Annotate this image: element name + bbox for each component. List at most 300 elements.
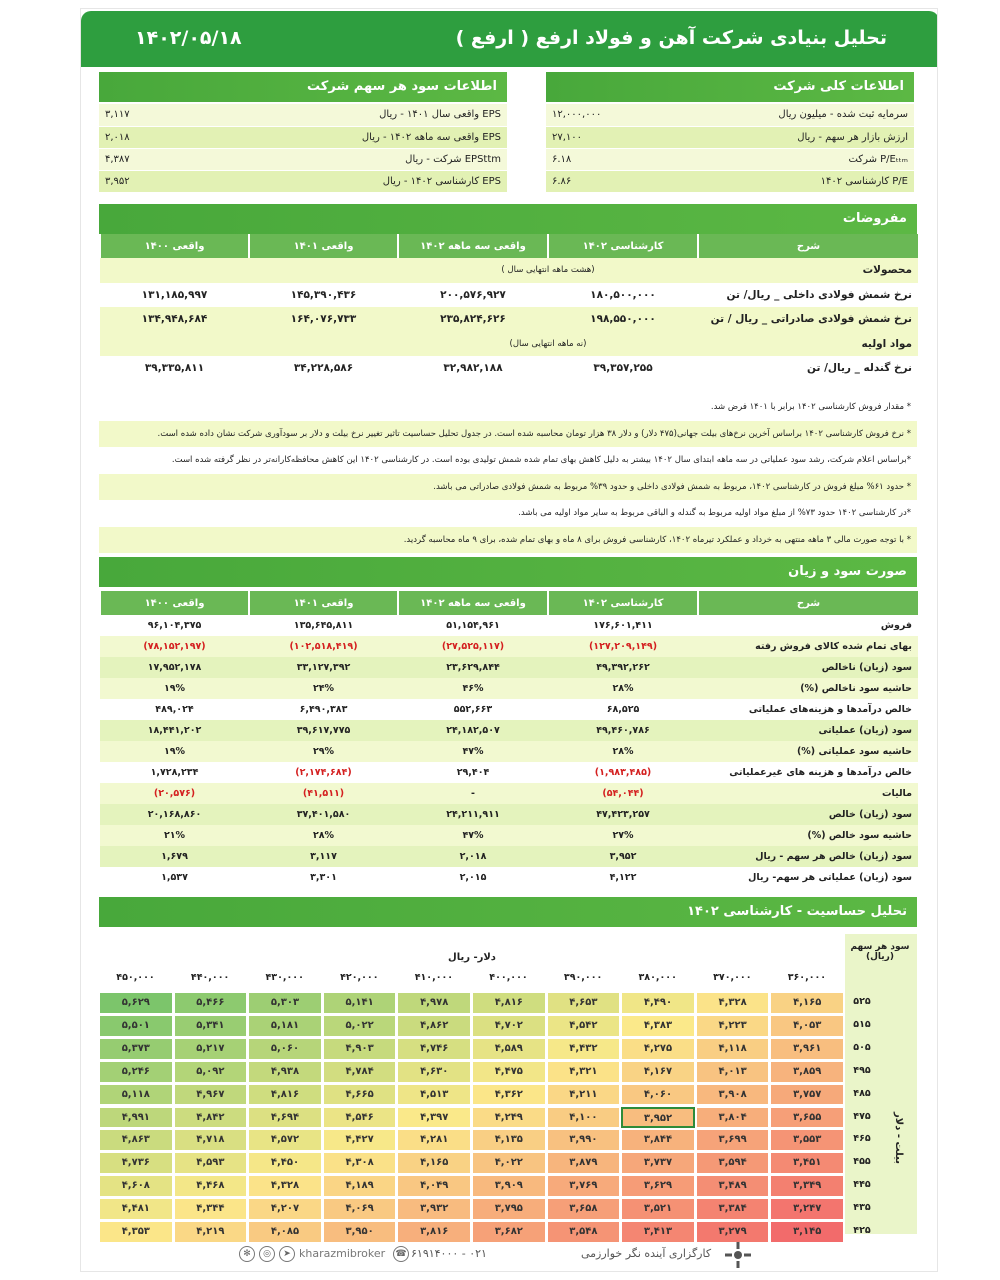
table-row bbox=[546, 170, 914, 192]
row-label: سود (زیان) ناخالص bbox=[698, 657, 918, 678]
row-value: ۳,۹۵۲ bbox=[548, 846, 698, 867]
heatmap-cell: ۴,۰۵۳ bbox=[770, 1015, 844, 1037]
row-value: ۱۶۴,۰۷۶,۷۳۳ bbox=[249, 307, 398, 332]
heatmap-cell: ۳,۹۵۰ bbox=[323, 1221, 397, 1243]
heatmap-cell: ۴,۰۸۵ bbox=[248, 1221, 322, 1243]
heatmap-cell: ۴,۷۱۸ bbox=[174, 1129, 248, 1151]
heatmap-cell: ۴,۵۸۹ bbox=[472, 1038, 546, 1060]
pl-table bbox=[99, 591, 918, 888]
row-value: ۲۰,۱۶۸,۸۶۰ bbox=[100, 804, 249, 825]
heatmap-cell: ۵,۰۹۲ bbox=[174, 1061, 248, 1083]
heatmap-cell: ۵,۰۲۲ bbox=[323, 1015, 397, 1037]
row-label: مالیات bbox=[698, 783, 918, 804]
row-value: ۲۷,۱۰۰ bbox=[546, 126, 730, 148]
row-label: EPS واقعی سال ۱۴۰۱ - ریال bbox=[303, 104, 507, 126]
heatmap-cell: ۴,۹۹۱ bbox=[99, 1107, 173, 1129]
table-row bbox=[100, 741, 918, 762]
table-row bbox=[100, 615, 918, 636]
row-label: ۵۰۵ bbox=[853, 1041, 871, 1053]
heatmap-cell: ۳,۵۵۳ bbox=[770, 1129, 844, 1151]
table-row bbox=[99, 148, 507, 170]
column-header: واقعی ۱۴۰۰ bbox=[100, 234, 249, 258]
empty-cell bbox=[100, 258, 398, 283]
broker-handle: kharazmibroker bbox=[299, 1247, 386, 1260]
row-value: ۲۸% bbox=[249, 825, 398, 846]
row-value: ۱۸,۴۴۱,۲۰۲ bbox=[100, 720, 249, 741]
section-row bbox=[100, 332, 918, 357]
heatmap-cell: ۳,۹۰۹ bbox=[472, 1175, 546, 1197]
row-label: سود (زیان) خالص bbox=[698, 804, 918, 825]
row-value: ۳۹,۳۵۷,۲۵۵ bbox=[548, 356, 698, 381]
row-label: EPS واقعی سه ماهه ۱۴۰۲ - ریال bbox=[303, 126, 507, 148]
note-line: * مقدار فروش کارشناسی ۱۴۰۲ برابر با ۱۴۰۱ فرض شد. bbox=[99, 394, 917, 420]
row-value: ۳۳,۱۲۷,۳۹۲ bbox=[249, 657, 398, 678]
column-header: واقعی سه ماهه ۱۴۰۲ bbox=[398, 234, 548, 258]
row-label: سود (زیان) عملیاتی هر سهم- ریال bbox=[698, 867, 918, 888]
section-note: (نه ماهه انتهایی سال) bbox=[398, 332, 698, 357]
heatmap-cell: ۳,۷۵۷ bbox=[770, 1084, 844, 1106]
row-value: ۲,۰۱۵ bbox=[398, 867, 548, 888]
broker-logo-icon bbox=[724, 1241, 752, 1269]
table-row bbox=[100, 825, 918, 846]
heatmap-cell: ۳,۷۳۷ bbox=[621, 1152, 695, 1174]
heatmap-cell: ۴,۲۰۷ bbox=[248, 1198, 322, 1220]
row-value: ۲۳,۶۲۹,۸۴۴ bbox=[398, 657, 548, 678]
heatmap-cell: ۴,۲۲۳ bbox=[696, 1015, 770, 1037]
section-note: (هشت ماهه انتهایی سال ) bbox=[398, 258, 698, 283]
row-value: ۲۹% bbox=[249, 741, 398, 762]
column-label: ۴۰۰,۰۰۰ bbox=[489, 972, 528, 983]
heatmap-cell: ۴,۳۸۳ bbox=[621, 1015, 695, 1037]
heatmap-cell: ۴,۳۲۸ bbox=[696, 992, 770, 1014]
row-value: ۲۸% bbox=[548, 741, 698, 762]
row-value: (۱۰۲,۵۱۸,۴۱۹) bbox=[249, 636, 398, 657]
heatmap-cell: ۴,۲۱۹ bbox=[174, 1221, 248, 1243]
heatmap-cell: ۴,۷۸۴ bbox=[323, 1061, 397, 1083]
phone-icon: ☎ bbox=[393, 1246, 409, 1262]
heatmap-cell: ۴,۲۸۱ bbox=[397, 1129, 471, 1151]
row-value: ۲۴% bbox=[249, 678, 398, 699]
row-value: ۱۷۶,۶۰۱,۴۱۱ bbox=[548, 615, 698, 636]
column-label: ۴۲۰,۰۰۰ bbox=[340, 972, 379, 983]
heatmap-cell: ۵,۲۱۷ bbox=[174, 1038, 248, 1060]
report-title: تحلیل بنیادی شرکت آهن و فولاد ارفع ( ارفع ) bbox=[455, 27, 887, 49]
report-page bbox=[80, 8, 938, 1272]
row-label: ۴۷۵ bbox=[853, 1110, 871, 1122]
heatmap-cell: ۴,۱۶۵ bbox=[770, 992, 844, 1014]
row-value: ۵۱,۱۵۴,۹۶۱ bbox=[398, 615, 548, 636]
heatmap-cell: ۳,۶۵۵ bbox=[770, 1107, 844, 1129]
column-label: ۳۶۰,۰۰۰ bbox=[787, 972, 827, 983]
row-value: ۳۴,۲۲۸,۵۸۶ bbox=[249, 356, 398, 381]
row-value: ۲۴,۲۱۱,۹۱۱ bbox=[398, 804, 548, 825]
heatmap-cell: ۴,۷۳۶ bbox=[99, 1152, 173, 1174]
column-label: ۴۵۰,۰۰۰ bbox=[116, 972, 155, 983]
row-value: ۹۶,۱۰۴,۳۷۵ bbox=[100, 615, 249, 636]
row-value: ۱۲,۰۰۰,۰۰۰ bbox=[546, 104, 730, 126]
row-value: ۴۷% bbox=[398, 741, 548, 762]
heatmap-cell: ۴,۱۳۵ bbox=[472, 1129, 546, 1151]
heatmap-cell: ۴,۸۱۶ bbox=[472, 992, 546, 1014]
note-line: * با توجه صورت مالی ۳ ماهه منتهی به خرداد و عملکرد تیرماه ۱۴۰۲، کارشناسی فروش برای ۸ ماه و بهای تمام شده، برای ۹ ماه محاسبه گردید. bbox=[99, 527, 917, 553]
company-info-title: اطلاعات کلی شرکت bbox=[546, 72, 914, 102]
row-label: سود (زیان) خالص هر سهم - ریال bbox=[698, 846, 918, 867]
column-header: کارشناسی ۱۴۰۲ bbox=[548, 591, 698, 615]
row-label: ۴۳۵ bbox=[853, 1202, 871, 1214]
table-row bbox=[100, 762, 918, 783]
note-line: * نرخ فروش کارشناسی ۱۴۰۲ براساس آخرین نرخ‌های بیلت جهانی(۴۷۵ دلار) و دلار ۳۸ هزار تومان محاسبه شده است. در جدول تحلیل حساسیت تاثیر تغییر نرخ بیلت و دلار بر سودآوری شرکت نشان داده شده است. bbox=[99, 421, 917, 447]
heatmap-cell: ۵,۶۲۹ bbox=[99, 992, 173, 1014]
note-line: *در کارشناسی ۱۴۰۲ حدود ۷۳% از مبلغ مواد اولیه مربوط به گندله و الباقی مربوط به سایر مواد اولیه می باشد. bbox=[99, 500, 917, 526]
heatmap-cell: ۴,۴۸۱ bbox=[99, 1198, 173, 1220]
row-value: ۴۸۹,۰۲۴ bbox=[100, 699, 249, 720]
heatmap-cell: ۴,۳۲۱ bbox=[547, 1061, 621, 1083]
row-label: ۴۶۵ bbox=[853, 1133, 871, 1145]
heatmap-cell: ۵,۱۱۸ bbox=[99, 1084, 173, 1106]
row-value: - bbox=[398, 783, 548, 804]
heatmap-cell: ۴,۲۷۵ bbox=[621, 1038, 695, 1060]
row-value: ۲۱% bbox=[100, 825, 249, 846]
heatmap-cell: ۴,۹۳۸ bbox=[248, 1061, 322, 1083]
heatmap-cell: ۴,۶۳۰ bbox=[397, 1061, 471, 1083]
row-value: ۴۷% bbox=[398, 825, 548, 846]
heatmap-cell: ۵,۳۰۳ bbox=[248, 992, 322, 1014]
heatmap-cell: ۴,۳۵۳ bbox=[99, 1221, 173, 1243]
table-row bbox=[100, 356, 918, 381]
section-label: مواد اولیه bbox=[698, 332, 918, 357]
section-label: محصولات bbox=[698, 258, 918, 283]
heatmap-cell: ۴,۹۰۳ bbox=[323, 1038, 397, 1060]
row-label: نرخ گندله _ ریال/ تن bbox=[698, 356, 918, 381]
table-row bbox=[546, 148, 914, 170]
row-value: ۶.۱۸ bbox=[546, 148, 730, 170]
heatmap-cell: ۳,۹۰۸ bbox=[696, 1084, 770, 1106]
row-value: ۳۹,۳۳۵,۸۱۱ bbox=[100, 356, 249, 381]
row-value: (۵۴,۰۴۴) bbox=[548, 783, 698, 804]
heatmap-cell: ۴,۸۶۲ bbox=[397, 1015, 471, 1037]
row-value: ۵۵۲,۶۶۳ bbox=[398, 699, 548, 720]
row-label: EPS کارشناسی ۱۴۰۲ - ریال bbox=[303, 170, 507, 192]
heatmap-cell: ۴,۵۹۳ bbox=[174, 1152, 248, 1174]
eps-info-title: اطلاعات سود هر سهم شرکت bbox=[99, 72, 507, 102]
table-row bbox=[100, 283, 918, 308]
heatmap-cell: ۳,۷۶۹ bbox=[547, 1175, 621, 1197]
heatmap-cell: ۵,۰۶۰ bbox=[248, 1038, 322, 1060]
heatmap-cell: ۴,۳۲۸ bbox=[248, 1175, 322, 1197]
heatmap-cell: ۴,۸۶۳ bbox=[99, 1129, 173, 1151]
column-header: واقعی ۱۴۰۱ bbox=[249, 591, 398, 615]
table-row bbox=[100, 720, 918, 741]
row-value: ۱,۶۷۹ bbox=[100, 846, 249, 867]
row-value: ۳,۳۰۱ bbox=[249, 867, 398, 888]
heatmap-cell: ۳,۸۱۶ bbox=[397, 1221, 471, 1243]
row-label: P/Eₜₜₘ شرکت bbox=[730, 148, 914, 170]
row-value: ۳,۱۱۷ bbox=[249, 846, 398, 867]
heatmap-cell: ۴,۴۵۰ bbox=[248, 1152, 322, 1174]
heatmap-cell: ۵,۱۴۱ bbox=[323, 992, 397, 1014]
pl-title: صورت سود و زیان bbox=[99, 557, 917, 587]
heatmap-cell: ۵,۳۴۱ bbox=[174, 1015, 248, 1037]
heatmap-cell: ۴,۶۶۵ bbox=[323, 1084, 397, 1106]
row-value: ۱,۵۳۷ bbox=[100, 867, 249, 888]
sensitivity-corner-label: سود هر سهم (ریال) bbox=[850, 942, 910, 962]
row-label: حاشیه سود عملیاتی (%) bbox=[698, 741, 918, 762]
column-header: کارشناسی ۱۴۰۲ bbox=[548, 234, 698, 258]
heatmap-cell: ۳,۶۹۹ bbox=[696, 1129, 770, 1151]
heatmap-cell: ۳,۴۵۱ bbox=[770, 1152, 844, 1174]
row-label: سرمایه ثبت شده - میلیون ریال bbox=[730, 104, 914, 126]
row-value: ۴۷,۴۲۳,۲۵۷ bbox=[548, 804, 698, 825]
row-value: ۱۳۴,۹۴۸,۶۸۴ bbox=[100, 307, 249, 332]
heatmap-cell: ۳,۹۳۲ bbox=[397, 1198, 471, 1220]
assumptions-table bbox=[99, 234, 918, 381]
heatmap-cell: ۴,۵۱۳ bbox=[397, 1084, 471, 1106]
heatmap-cell: ۳,۸۴۴ bbox=[621, 1129, 695, 1151]
heatmap-cell: ۳,۳۴۹ bbox=[770, 1175, 844, 1197]
heatmap-cell: ۴,۳۴۴ bbox=[174, 1198, 248, 1220]
row-label: خالص درآمدها و هزینه های غیرعملیاتی bbox=[698, 762, 918, 783]
row-label: ۴۹۵ bbox=[853, 1064, 871, 1076]
row-value: ۴,۱۲۲ bbox=[548, 867, 698, 888]
column-header: شرح bbox=[698, 234, 918, 258]
sensitivity-table bbox=[99, 934, 917, 1237]
heatmap-cell: ۴,۵۴۲ bbox=[547, 1015, 621, 1037]
heatmap-cell: ۴,۲۱۱ bbox=[547, 1084, 621, 1106]
page-header bbox=[81, 11, 938, 67]
table-row bbox=[100, 636, 918, 657]
sensitivity-x-title: دلار- ریال bbox=[448, 952, 496, 963]
company-info-table bbox=[546, 104, 914, 193]
row-value: ۱۷,۹۵۲,۱۷۸ bbox=[100, 657, 249, 678]
heatmap-cell: ۳,۵۹۴ bbox=[696, 1152, 770, 1174]
row-value: ۲۴,۱۸۲,۵۰۷ bbox=[398, 720, 548, 741]
row-label: نرخ شمش فولادی صادراتی _ ریال / تن bbox=[698, 307, 918, 332]
note-line: *براساس اعلام شرکت، رشد سود عملیاتی در سه ماهه ابتدای سال ۱۴۰۲ بیشتر به دلیل کاهش بهای تمام شده شمش تولیدی بوده است. در کارشناسی ۱۴۰۲ این کاهش محافظه‌کارانه‌تر در نظر گرفته شده است. bbox=[99, 447, 917, 473]
heatmap-cell: ۳,۹۹۰ bbox=[547, 1129, 621, 1151]
heatmap-cell: ۴,۱۱۸ bbox=[696, 1038, 770, 1060]
row-value: ۲۳۵,۸۲۴,۶۲۶ bbox=[398, 307, 548, 332]
heatmap-cell: ۴,۵۴۶ bbox=[323, 1107, 397, 1129]
broker-name: کارگزاری آینده نگر خوارزمی bbox=[581, 1247, 712, 1260]
heatmap-cell: ۴,۴۹۰ bbox=[621, 992, 695, 1014]
heatmap-cell: ۵,۱۸۱ bbox=[248, 1015, 322, 1037]
heatmap-cell: ۵,۳۷۳ bbox=[99, 1038, 173, 1060]
table-row bbox=[99, 104, 507, 126]
heatmap-cell: ۳,۷۹۵ bbox=[472, 1198, 546, 1220]
row-value: (۴۱,۵۱۱) bbox=[249, 783, 398, 804]
row-value: ۶.۸۶ bbox=[546, 170, 730, 192]
instagram-icon[interactable]: ◎ bbox=[259, 1246, 275, 1262]
row-value: ۴۹,۴۶۰,۷۸۶ bbox=[548, 720, 698, 741]
heatmap-cell: ۴,۱۶۷ bbox=[621, 1061, 695, 1083]
table-row bbox=[546, 126, 914, 148]
heatmap-cell: ۴,۰۴۹ bbox=[397, 1175, 471, 1197]
eps-info-table bbox=[99, 104, 507, 193]
section-row bbox=[100, 258, 918, 283]
row-value: (۲۰,۵۷۶) bbox=[100, 783, 249, 804]
empty-cell bbox=[100, 332, 398, 357]
row-value: (۷۸,۱۵۲,۱۹۷) bbox=[100, 636, 249, 657]
row-value: ۱۸۰,۵۰۰,۰۰۰ bbox=[548, 283, 698, 308]
heatmap-cell: ۳,۶۵۸ bbox=[547, 1198, 621, 1220]
column-header: واقعی ۱۴۰۰ bbox=[100, 591, 249, 615]
column-label: ۳۷۰,۰۰۰ bbox=[713, 972, 752, 983]
row-label: نرخ شمش فولادی داخلی _ ریال/ تن bbox=[698, 283, 918, 308]
row-value: ۲۰۰,۵۷۶,۹۲۷ bbox=[398, 283, 548, 308]
heatmap-cell: ۳,۹۵۲ bbox=[621, 1107, 695, 1129]
table-row bbox=[100, 307, 918, 332]
table-row bbox=[100, 804, 918, 825]
heatmap-cell: ۵,۴۶۶ bbox=[174, 992, 248, 1014]
row-label: سود (زیان) عملیاتی bbox=[698, 720, 918, 741]
row-label: حاشیه سود خالص (%) bbox=[698, 825, 918, 846]
heatmap-cell: ۴,۸۱۶ bbox=[248, 1084, 322, 1106]
heatmap-cell: ۴,۶۵۳ bbox=[547, 992, 621, 1014]
heatmap-cell: ۴,۰۶۰ bbox=[621, 1084, 695, 1106]
table-row bbox=[100, 867, 918, 888]
sensitivity-title: تحلیل حساسیت - کارشناسی ۱۴۰۲ bbox=[99, 897, 917, 927]
heatmap-cell: ۴,۰۶۹ bbox=[323, 1198, 397, 1220]
aparat-icon[interactable]: ✻ bbox=[239, 1246, 255, 1262]
column-header: واقعی ۱۴۰۱ bbox=[249, 234, 398, 258]
heatmap-cell: ۳,۴۸۹ bbox=[696, 1175, 770, 1197]
row-value: ۱۴۵,۳۹۰,۴۳۶ bbox=[249, 283, 398, 308]
row-label: ۵۱۵ bbox=[853, 1018, 871, 1030]
column-label: ۴۳۰,۰۰۰ bbox=[265, 972, 304, 983]
row-value: ۴,۳۸۷ bbox=[99, 148, 303, 170]
heatmap-cell: ۴,۶۰۸ bbox=[99, 1175, 173, 1197]
heatmap-cell: ۳,۸۷۹ bbox=[547, 1152, 621, 1174]
heatmap-cell: ۴,۷۴۶ bbox=[397, 1038, 471, 1060]
row-value: ۳۹,۶۱۷,۷۷۵ bbox=[249, 720, 398, 741]
table-row bbox=[100, 783, 918, 804]
row-value: ۲,۰۱۸ bbox=[99, 126, 303, 148]
column-header: شرح bbox=[698, 591, 918, 615]
row-label: ۴۴۵ bbox=[853, 1179, 871, 1191]
row-value: ۴۶% bbox=[398, 678, 548, 699]
row-value: ۱۳۱,۱۸۵,۹۹۷ bbox=[100, 283, 249, 308]
row-label: P/E کارشناسی ۱۴۰۲ bbox=[730, 170, 914, 192]
row-label: ۴۲۵ bbox=[853, 1225, 871, 1236]
heatmap-cell: ۴,۰۲۲ bbox=[472, 1152, 546, 1174]
sensitivity-y-title: بیلت - دلار bbox=[893, 1112, 904, 1164]
broker-phone: ۰۲۱ - ۶۱۹۱۴۰۰۰ bbox=[411, 1247, 487, 1260]
table-row bbox=[100, 699, 918, 720]
heatmap-cell: ۴,۳۰۸ bbox=[323, 1152, 397, 1174]
row-value: ۴۹,۳۹۲,۲۶۲ bbox=[548, 657, 698, 678]
assumptions-title: مفروضات bbox=[99, 204, 917, 234]
table-row bbox=[100, 657, 918, 678]
heatmap-cell: ۳,۵۲۱ bbox=[621, 1198, 695, 1220]
heatmap-cell: ۴,۶۹۴ bbox=[248, 1107, 322, 1129]
heatmap-cell: ۴,۴۳۲ bbox=[547, 1038, 621, 1060]
note-line: * حدود ۶۱% مبلغ فروش در کارشناسی ۱۴۰۲، مربوط به شمش فولادی داخلی و حدود ۳۹% مربوط به شمش فولادی صادراتی می باشد. bbox=[99, 474, 917, 500]
heatmap-cell: ۳,۳۸۴ bbox=[696, 1198, 770, 1220]
row-value: (۱,۹۸۳,۴۸۵) bbox=[548, 762, 698, 783]
row-value: ۲۹,۴۰۴ bbox=[398, 762, 548, 783]
heatmap-cell: ۴,۹۷۸ bbox=[397, 992, 471, 1014]
heatmap-cell: ۳,۱۴۵ bbox=[770, 1221, 844, 1243]
row-label: خالص درآمدها و هزینه‌های عملیاتی bbox=[698, 699, 918, 720]
heatmap-cell: ۳,۸۵۹ bbox=[770, 1061, 844, 1083]
row-value: ۱۹۸,۵۵۰,۰۰۰ bbox=[548, 307, 698, 332]
heatmap-cell: ۴,۵۷۲ bbox=[248, 1129, 322, 1151]
heatmap-cell: ۳,۲۴۷ bbox=[770, 1198, 844, 1220]
heatmap-cell: ۴,۳۹۷ bbox=[397, 1107, 471, 1129]
row-value: (۲,۱۷۴,۶۸۴) bbox=[249, 762, 398, 783]
column-header: واقعی سه ماهه ۱۴۰۲ bbox=[398, 591, 548, 615]
row-value: ۳۲,۹۸۲,۱۸۸ bbox=[398, 356, 548, 381]
heatmap-cell: ۴,۴۲۷ bbox=[323, 1129, 397, 1151]
heatmap-cell: ۴,۴۶۸ bbox=[174, 1175, 248, 1197]
row-value: ۱۹% bbox=[100, 741, 249, 762]
column-label: ۴۱۰,۰۰۰ bbox=[414, 972, 454, 983]
table-row bbox=[99, 170, 507, 192]
heatmap-cell: ۵,۲۴۶ bbox=[99, 1061, 173, 1083]
heatmap-cell: ۴,۸۴۲ bbox=[174, 1107, 248, 1129]
heatmap-cell: ۴,۱۰۰ bbox=[547, 1107, 621, 1129]
heatmap-cell: ۳,۲۷۹ bbox=[696, 1221, 770, 1243]
table-row bbox=[546, 104, 914, 126]
table-row bbox=[99, 126, 507, 148]
column-label: ۳۸۰,۰۰۰ bbox=[638, 972, 677, 983]
row-value: ۳۷,۴۰۱,۵۸۰ bbox=[249, 804, 398, 825]
heatmap-cell: ۴,۴۷۵ bbox=[472, 1061, 546, 1083]
row-label: EPSttm شرکت - ریال bbox=[303, 148, 507, 170]
table-row bbox=[100, 846, 918, 867]
column-label: ۴۴۰,۰۰۰ bbox=[190, 972, 230, 983]
row-value: ۲۷% bbox=[548, 825, 698, 846]
heatmap-cell: ۴,۲۴۹ bbox=[472, 1107, 546, 1129]
row-label: ۴۸۵ bbox=[853, 1087, 871, 1099]
row-value: ۶,۴۹۰,۳۸۳ bbox=[249, 699, 398, 720]
row-value: ۶۸,۵۲۵ bbox=[548, 699, 698, 720]
row-value: ۳,۱۱۷ bbox=[99, 104, 303, 126]
row-value: ۱۹% bbox=[100, 678, 249, 699]
heatmap-cell: ۴,۷۰۲ bbox=[472, 1015, 546, 1037]
heatmap-cell: ۴,۱۸۹ bbox=[323, 1175, 397, 1197]
telegram-icon[interactable]: ➤ bbox=[279, 1246, 295, 1262]
heatmap-cell: ۳,۸۰۴ bbox=[696, 1107, 770, 1129]
page-footer bbox=[81, 1241, 938, 1271]
row-value: ۱,۷۲۸,۲۳۴ bbox=[100, 762, 249, 783]
heatmap-cell: ۳,۵۴۸ bbox=[547, 1221, 621, 1243]
row-value: (۱۲۷,۲۰۹,۱۴۹) bbox=[548, 636, 698, 657]
heatmap-cell: ۴,۳۶۲ bbox=[472, 1084, 546, 1106]
heatmap-cell: ۴,۰۱۳ bbox=[696, 1061, 770, 1083]
report-date: ۱۴۰۲/۰۵/۱۸ bbox=[135, 27, 242, 49]
row-value: ۱۳۵,۶۴۵,۸۱۱ bbox=[249, 615, 398, 636]
row-value: ۳,۹۵۲ bbox=[99, 170, 303, 192]
heatmap-cell: ۴,۱۶۵ bbox=[397, 1152, 471, 1174]
row-value: ۲۸% bbox=[548, 678, 698, 699]
row-value: ۲,۰۱۸ bbox=[398, 846, 548, 867]
heatmap-cell: ۳,۶۸۲ bbox=[472, 1221, 546, 1243]
row-label: فروش bbox=[698, 615, 918, 636]
heatmap-cell: ۵,۵۰۱ bbox=[99, 1015, 173, 1037]
row-label: بهای تمام شده کالای فروش رفته bbox=[698, 636, 918, 657]
row-label: حاشیه سود ناخالص (%) bbox=[698, 678, 918, 699]
heatmap-cell: ۳,۹۶۱ bbox=[770, 1038, 844, 1060]
heatmap-cell: ۳,۶۲۹ bbox=[621, 1175, 695, 1197]
row-label: ۵۲۵ bbox=[853, 996, 871, 1007]
heatmap-cell: ۳,۴۱۳ bbox=[621, 1221, 695, 1243]
column-label: ۳۹۰,۰۰۰ bbox=[563, 972, 603, 983]
row-label: ارزش بازار هر سهم - ریال bbox=[730, 126, 914, 148]
row-label: ۴۵۵ bbox=[853, 1156, 871, 1168]
heatmap-cell: ۴,۹۶۷ bbox=[174, 1084, 248, 1106]
table-row bbox=[100, 678, 918, 699]
